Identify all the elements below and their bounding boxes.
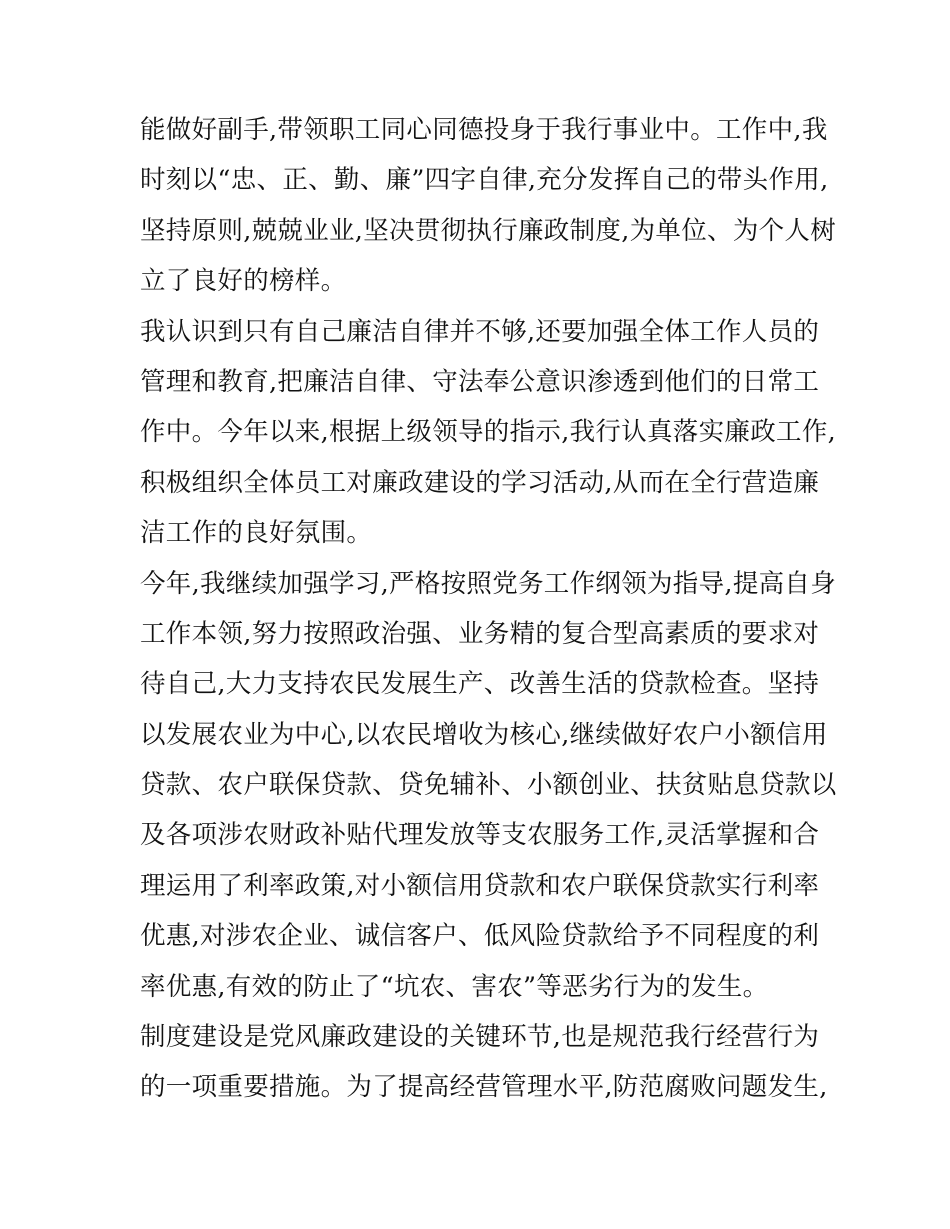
text-line: 率优惠,有效的防止了“坑农、害农”等恶劣行为的发生。: [140, 971, 769, 1002]
text-line: 理运用了利率政策,对小额信用贷款和农户联保贷款实行利率: [140, 870, 820, 901]
text-line: 立了良好的榜样。: [140, 266, 347, 297]
text-line: 管理和教育,把廉洁自律、守法奉公意识渗透到他们的日常工: [140, 366, 820, 397]
text-line: 及各项涉农财政补贴代理发放等支农服务工作,灵活掌握和合: [140, 820, 820, 851]
text-line: 能做好副手,带领职工同心同德投身于我行事业中。工作中,我: [140, 115, 828, 145]
text-line: 坚持原则,兢兢业业,坚决贯彻执行廉政制度,为单位、为个人树: [140, 215, 837, 246]
text-line: 我认识到只有自己廉洁自律并不够,还要加强全体工作人员的: [140, 316, 820, 347]
text-line: 的一项重要措施。为了提高经营管理水平,防范腐败问题发生,: [140, 1072, 828, 1103]
body-text: [140, 105, 837, 1113]
text-line: 以发展农业为中心,以农民增收为核心,继续做好农户小额信用: [140, 719, 828, 750]
text-line: 优惠,对涉农企业、诚信客户、低风险贷款给予不同程度的利: [140, 921, 820, 952]
text-line: 贷款、农户联保贷款、贷免辅补、小额创业、扶贫贴息贷款以: [140, 770, 837, 801]
text-line: 工作本领,努力按照政治强、业务精的复合型高素质的要求对: [140, 618, 820, 649]
text-line: 今年,我继续加强学习,严格按照党务工作纲领为指导,提高自身: [140, 568, 837, 599]
text-line: 洁工作的良好氛围。: [140, 518, 373, 549]
text-line: 待自己,大力支持农民发展生产、改善生活的贷款检查。坚持: [140, 669, 820, 700]
text-line: 积极组织全体员工对廉政建设的学习活动,从而在全行营造廉: [140, 467, 820, 498]
text-line: 制度建设是党风廉政建设的关键环节,也是规范我行经营行为: [140, 1022, 820, 1053]
text-line: 时刻以“忠、正、勤、廉”四字自律,充分发挥自己的带头作用,: [140, 165, 829, 196]
text-line: 作中。今年以来,根据上级领导的指示,我行认真落实廉政工作,: [140, 417, 837, 448]
